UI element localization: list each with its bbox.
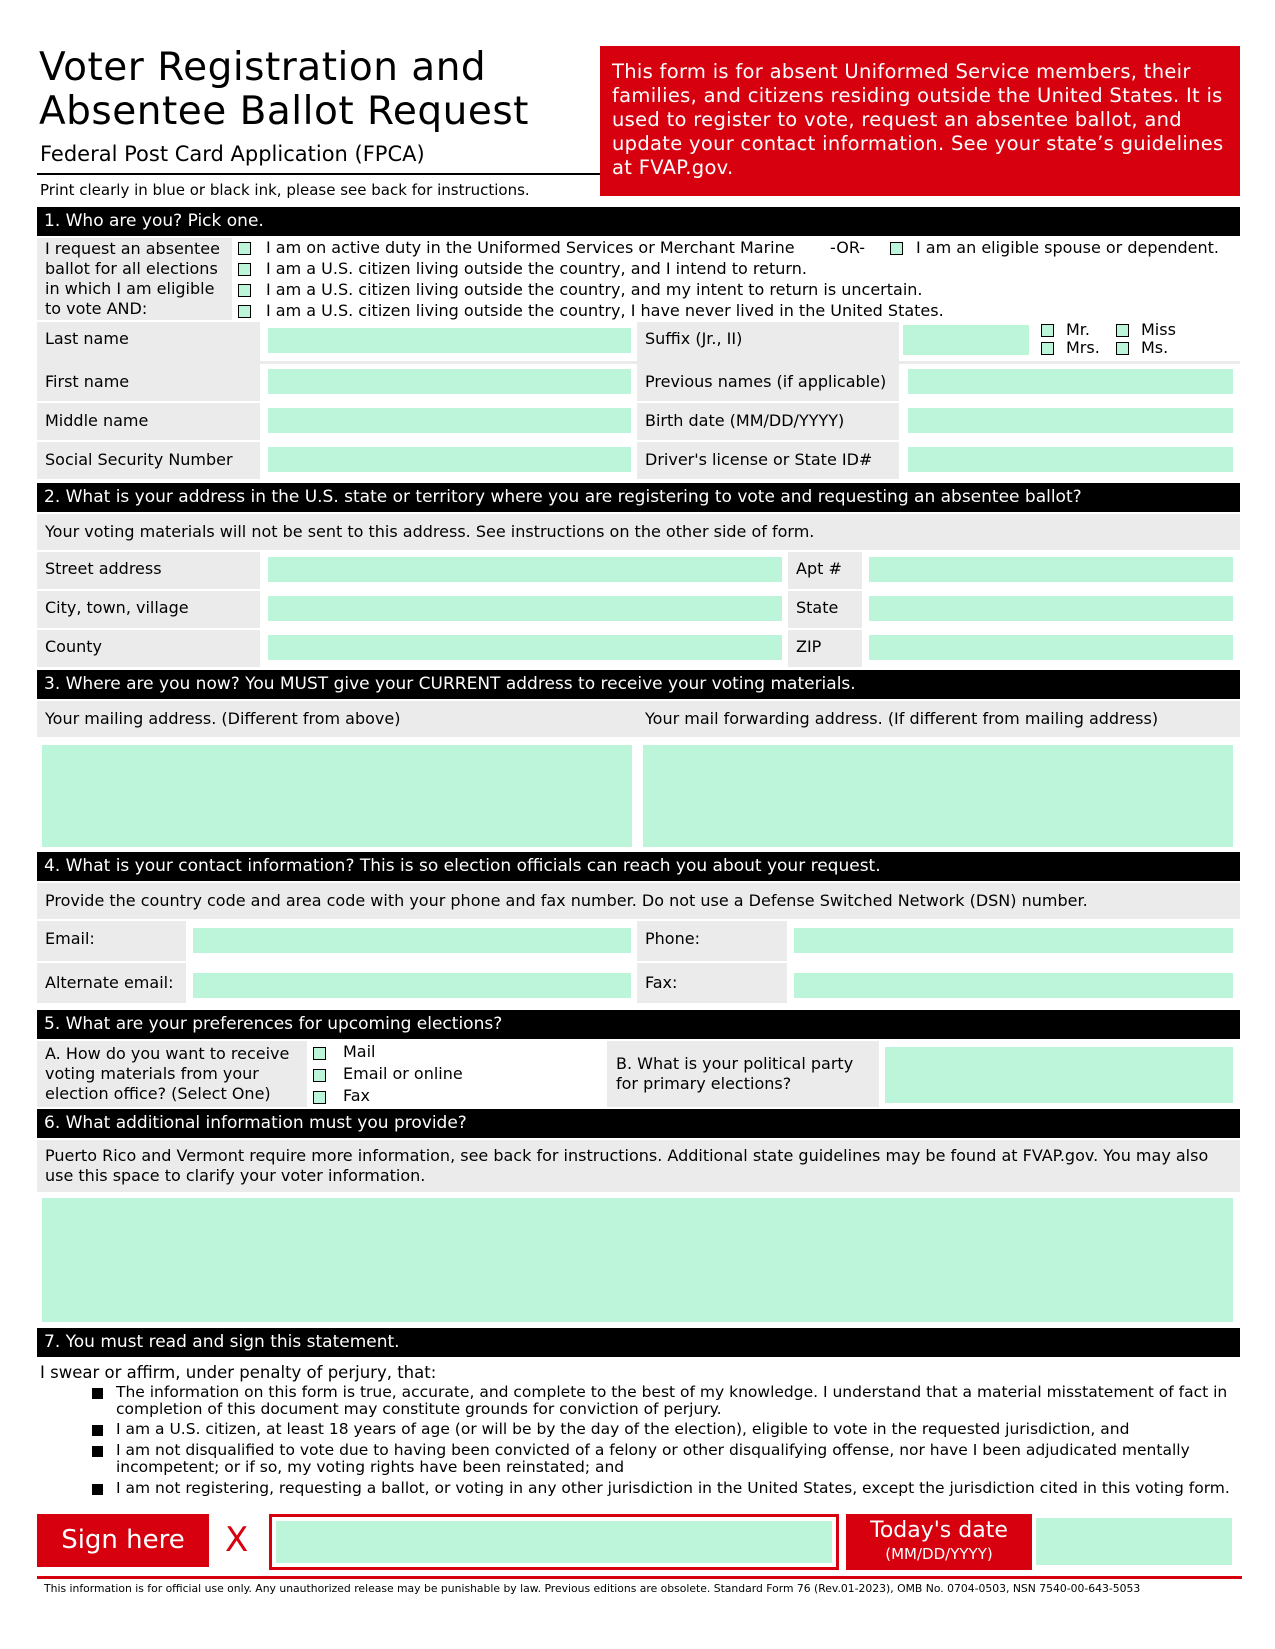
today-date-label: Today's date — [870, 1518, 1008, 1543]
mrs-checkbox[interactable] — [1041, 342, 1054, 355]
state-label: State — [796, 598, 839, 617]
notice-box — [600, 46, 1240, 196]
s6-note: Puerto Rico and Vermont require more information, see back for instructions. Additional state guidelines may be found at FVAP.gov. You may also use this space to clarify your voter information. — [45, 1146, 1209, 1185]
s1-intro-line: in which I am eligible — [45, 279, 215, 298]
phone-input[interactable] — [794, 928, 1233, 953]
birth-date-input[interactable] — [908, 408, 1233, 433]
bullet — [92, 1484, 103, 1495]
phone-label: Phone: — [645, 929, 700, 948]
s5-a-line: voting materials from your — [45, 1064, 259, 1083]
intent-uncertain-label: I am a U.S. citizen living outside the country, and my intent to return is uncertain. — [266, 280, 923, 299]
sign-here-badge — [37, 1514, 209, 1567]
statement-4: I am not registering, requesting a ballot, or voting in any other jurisdiction in the United States, except the jurisdiction cited in this voting form. — [116, 1479, 1230, 1497]
signature-frame — [269, 1514, 839, 1570]
s5-b-line: B. What is your political party — [616, 1054, 854, 1073]
suffix-label: Suffix (Jr., II) — [645, 329, 743, 348]
section-2-header: 2. What is your address in the U.S. state or territory where you are registering to vote and requesting an absentee ballot? — [37, 483, 1240, 512]
never-lived-checkbox[interactable] — [238, 305, 251, 318]
forwarding-address-input[interactable] — [643, 745, 1233, 847]
spouse-checkbox[interactable] — [890, 242, 903, 255]
statement-1: The information on this form is true, accurate, and complete to the best of my knowledge. I understand that a material misstatement of fact in completion of this document may constitute grounds for conviction of perjury. — [116, 1383, 1228, 1418]
statement-3: I am not disqualified to vote due to having been convicted of a felony or other disqualifying offense, nor have I been adjudicated mentally incompetent; or if so, my voting rights have been reinstated; and — [116, 1441, 1190, 1476]
intend-return-label: I am a U.S. citizen living outside the country, and I intend to return. — [266, 259, 807, 278]
fax-option-label: Fax — [343, 1086, 371, 1105]
street-label: Street address — [45, 559, 162, 578]
mr-checkbox[interactable] — [1041, 324, 1054, 337]
mr-label: Mr. — [1066, 320, 1090, 339]
s5-a-question — [45, 1044, 289, 1104]
sign-here-label: Sign here — [61, 1525, 185, 1555]
miss-label: Miss — [1141, 320, 1176, 339]
print-note: Print clearly in blue or black ink, please see back for instructions. — [40, 181, 530, 199]
s4-note: Provide the country code and area code with your phone and fax number. Do not use a Defense Switched Network (DSN) number. — [45, 891, 1088, 910]
dl-input[interactable] — [908, 447, 1233, 472]
mailing-address-input[interactable] — [42, 745, 632, 847]
s5-b-line: for primary elections? — [616, 1074, 792, 1093]
zip-label: ZIP — [796, 637, 822, 656]
miss-checkbox[interactable] — [1116, 324, 1129, 337]
s5-a-line: A. How do you want to receive — [45, 1044, 290, 1063]
s5-b-question — [616, 1054, 853, 1094]
bullet — [92, 1446, 103, 1457]
s1-intro-line: ballot for all elections — [45, 259, 218, 278]
section-1-header: 1. Who are you? Pick one. — [37, 207, 1240, 236]
ssn-label: Social Security Number — [45, 450, 233, 469]
statement-2: I am a U.S. citizen, at least 18 years of age (or will be by the day of the election), eligible to vote in the requested jurisdiction, and — [116, 1420, 1130, 1438]
spouse-label: I am an eligible spouse or dependent. — [916, 238, 1219, 257]
dl-label: Driver's license or State ID# — [645, 450, 873, 469]
birth-date-label: Birth date (MM/DD/YYYY) — [645, 411, 845, 430]
city-input[interactable] — [268, 596, 782, 621]
date-input[interactable] — [1036, 1518, 1232, 1565]
email-input[interactable] — [193, 928, 631, 953]
email-online-checkbox[interactable] — [313, 1069, 326, 1082]
s1-intro-line: I request an absentee — [45, 239, 220, 258]
ssn-input[interactable] — [268, 447, 631, 472]
mailing-address-label: Your mailing address. (Different from above) — [45, 709, 401, 728]
section-7-header: 7. You must read and sign this statement. — [37, 1328, 1240, 1357]
header-rule — [37, 173, 602, 175]
fax-input[interactable] — [794, 973, 1233, 998]
section-6-header: 6. What additional information must you provide? — [37, 1109, 1240, 1138]
city-label: City, town, village — [45, 598, 189, 617]
mail-label: Mail — [343, 1042, 376, 1061]
suffix-input[interactable] — [903, 325, 1029, 355]
mail-checkbox[interactable] — [313, 1047, 326, 1060]
section-4-header: 4. What is your contact information? This is so election officials can reach you about your request. — [37, 852, 1240, 881]
previous-names-label: Previous names (if applicable) — [645, 372, 887, 391]
ms-label: Ms. — [1141, 338, 1169, 357]
notice-text: This form is for absent Uniformed Service members, their families, and citizens residing outside the United States. It is used to register to vote, request an absentee ballot, and update your contact information. See your state’s guidelines at FVAP.gov. — [612, 60, 1224, 179]
apt-label: Apt # — [796, 559, 842, 578]
ms-checkbox[interactable] — [1116, 342, 1129, 355]
s1-intro-line: to vote AND: — [45, 299, 148, 318]
middle-name-input[interactable] — [268, 408, 631, 433]
footer-rule — [37, 1576, 1242, 1579]
s2-note: Your voting materials will not be sent to this address. See instructions on the other side of form. — [45, 522, 815, 541]
form-subtitle: Federal Post Card Application (FPCA) — [40, 142, 425, 166]
or-label: -OR- — [830, 238, 866, 257]
signature-x-mark: X — [225, 1520, 249, 1560]
email-online-label: Email or online — [343, 1064, 463, 1083]
email-label: Email: — [45, 929, 95, 948]
forwarding-address-label: Your mail forwarding address. (If different from mailing address) — [645, 709, 1159, 728]
active-duty-label: I am on active duty in the Uniformed Services or Merchant Marine — [266, 238, 795, 257]
title-line-2: Absentee Ballot Request — [39, 89, 529, 134]
bullet — [92, 1425, 103, 1436]
fax-checkbox[interactable] — [313, 1091, 326, 1104]
form-title — [39, 46, 529, 134]
additional-info-input[interactable] — [42, 1198, 1233, 1322]
apt-input[interactable] — [869, 557, 1233, 582]
swear-statement: I swear or affirm, under penalty of perjury, that: — [40, 1363, 437, 1382]
last-name-label: Last name — [45, 329, 129, 348]
county-input[interactable] — [268, 635, 782, 660]
zip-input[interactable] — [869, 635, 1233, 660]
never-lived-label: I am a U.S. citizen living outside the country, I have never lived in the United States. — [266, 301, 944, 320]
active-duty-checkbox[interactable] — [238, 242, 251, 255]
first-name-label: First name — [45, 372, 130, 391]
alt-email-input[interactable] — [193, 973, 631, 998]
previous-names-input[interactable] — [908, 369, 1233, 394]
last-name-input[interactable] — [268, 328, 631, 353]
county-label: County — [45, 637, 102, 656]
bullet — [92, 1388, 103, 1399]
today-date-badge — [846, 1514, 1032, 1570]
s5-a-line: election office? (Select One) — [45, 1084, 271, 1103]
alt-email-label: Alternate email: — [45, 973, 174, 992]
footer-text: This information is for official use only. Any unauthorized release may be punishable by law. Previous editions are obsolete. Standard Form 76 (Rev.01-2023), OMB No. 0704-0503, NSN 7540-00-643-5053 — [44, 1582, 1141, 1595]
section-3-header: 3. Where are you now? You MUST give your CURRENT address to receive your voting materials. — [37, 670, 1240, 699]
party-input[interactable] — [885, 1047, 1233, 1103]
mrs-label: Mrs. — [1066, 338, 1100, 357]
intent-uncertain-checkbox[interactable] — [238, 284, 251, 297]
signature-input[interactable] — [276, 1521, 832, 1563]
section-5-header: 5. What are your preferences for upcoming elections? — [37, 1010, 1240, 1039]
street-input[interactable] — [268, 557, 782, 582]
s1-intro — [45, 239, 220, 319]
title-line-1: Voter Registration and — [39, 45, 487, 90]
middle-name-label: Middle name — [45, 411, 149, 430]
date-format-label: (MM/DD/YYYY) — [885, 1545, 993, 1563]
fax-label: Fax: — [645, 973, 678, 992]
state-input[interactable] — [869, 596, 1233, 621]
first-name-input[interactable] — [268, 369, 631, 394]
intend-return-checkbox[interactable] — [238, 263, 251, 276]
